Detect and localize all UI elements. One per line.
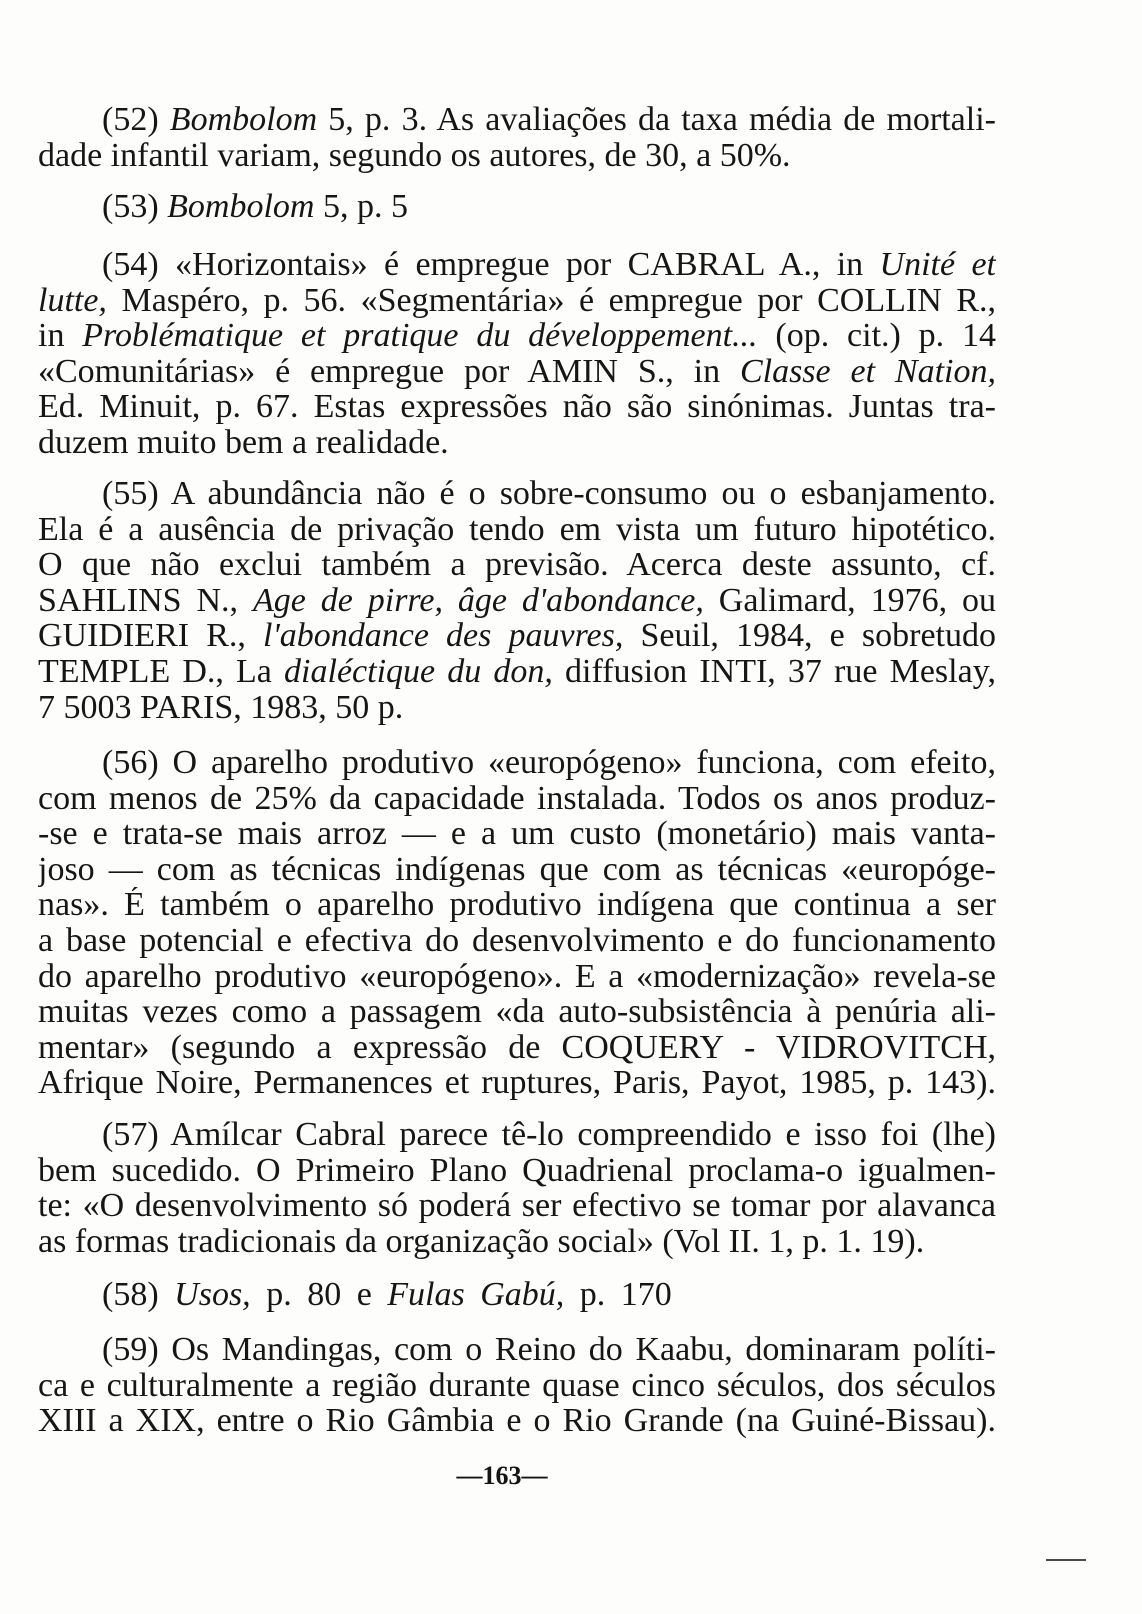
text-run: -se e trata-se mais arroz — e a um custo (monetário) mais vanta- xyxy=(38,816,996,852)
text-run: Ed. Minuit, p. 67. Estas expressões não são sinónimas. Juntas tra- xyxy=(38,389,996,425)
text-run: 7 5003 PARIS, 1983, 50 p. xyxy=(38,689,404,726)
text-run: as formas tradicionais da organização social» (Vol II. 1, p. 1. 19). xyxy=(38,1223,925,1260)
text-run: muitas vezes como a passagem «da auto-subsistência à penúria ali- xyxy=(38,994,996,1030)
note-52-line-1 xyxy=(38,102,996,138)
note-56-line-8 xyxy=(38,994,996,1030)
text-run: p. 80 e xyxy=(250,1277,388,1313)
text-run: (op. cit.) p. 14 xyxy=(757,318,996,354)
footnote-59 xyxy=(38,1332,996,1439)
italic-citation: Usos, xyxy=(174,1277,251,1313)
note-57-line-4 xyxy=(38,1224,996,1260)
italic-citation: Bombolom xyxy=(167,189,315,225)
note-59-line-3 xyxy=(38,1403,996,1439)
note-54-line-6 xyxy=(38,425,996,461)
text-run: 5, p. 5 xyxy=(314,189,408,225)
note-56-line-4 xyxy=(38,852,996,888)
text-run: 5, p. 3. As avaliações da taxa média de mortali- xyxy=(317,102,996,138)
note-55-line-5 xyxy=(38,618,996,654)
text-run: (54) «Horizontais» é empregue por CABRAL A., in xyxy=(102,247,880,283)
note-56-line-6 xyxy=(38,923,996,959)
italic-citation: dialéctique du don, xyxy=(284,653,553,690)
footnote-53 xyxy=(38,189,996,225)
text-run: dade infantil variam, segundo os autores, de 30, a 50%. xyxy=(38,137,791,174)
text-run: SAHLINS N., xyxy=(38,582,253,619)
scan-mark xyxy=(1046,1559,1086,1561)
note-55-line-6 xyxy=(38,654,996,690)
note-59-line-1 xyxy=(38,1332,996,1368)
text-run: GUIDIERI R., xyxy=(38,618,264,654)
note-56-line-1 xyxy=(38,745,996,781)
text-run: «Comunitárias» é empregue por AMIN S., in xyxy=(38,353,740,390)
note-53-line-1 xyxy=(38,189,996,225)
text-run: O que não exclui também a previsão. Acerca deste assunto, cf. xyxy=(38,547,996,583)
footnote-58 xyxy=(38,1277,996,1313)
note-58-line-1 xyxy=(38,1277,996,1313)
text-run: duzem muito bem a realidade. xyxy=(38,424,449,461)
note-54-line-1 xyxy=(38,247,996,283)
text-run: (59) Os Mandingas, com o Reino do Kaabu, dominaram políti- xyxy=(102,1332,996,1368)
note-56-line-10 xyxy=(38,1065,996,1101)
note-59-line-2 xyxy=(38,1368,996,1404)
note-56-line-5 xyxy=(38,887,996,923)
italic-citation: l'abondance des pauvres, xyxy=(263,618,624,654)
text-run: joso — com as técnicas indígenas que com as técnicas «europóge- xyxy=(38,851,996,888)
italic-citation: Fulas Gabú, xyxy=(387,1277,565,1313)
note-56-line-7 xyxy=(38,959,996,995)
page-number: —163— xyxy=(456,1461,548,1490)
note-56-line-2 xyxy=(38,781,996,817)
note-54-line-5 xyxy=(38,389,996,425)
text-run: (53) xyxy=(102,189,168,225)
italic-citation: Classe et Nation, xyxy=(739,353,996,390)
text-run: (57) Amílcar Cabral parece tê-lo compreendido e isso foi (lhe) xyxy=(102,1117,996,1153)
footnote-57 xyxy=(38,1117,996,1259)
text-run: ca e culturalmente a região durante quase cinco séculos, dos séculos xyxy=(38,1367,996,1404)
footnote-56 xyxy=(38,745,996,1101)
footnote-54 xyxy=(38,247,996,461)
text-run: Galimard, 1976, ou xyxy=(703,582,996,619)
italic-citation: Bombolom xyxy=(169,102,318,138)
text-run: diffusion INTI, 37 rue Meslay, xyxy=(552,653,996,690)
text-run: do aparelho produtivo «europógeno». E a «modernização» revela-se xyxy=(38,958,996,995)
text-run: (52) xyxy=(102,102,170,138)
note-55-line-1 xyxy=(38,476,996,512)
text-run: Maspéro, p. 56. «Segmentária» é empregue por COLLIN R., xyxy=(106,282,996,319)
text-run: a base potencial e efectiva do desenvolvimento e do funcionamento xyxy=(38,922,996,959)
note-57-line-1 xyxy=(38,1117,996,1153)
text-run: (58) xyxy=(102,1277,175,1313)
text-run: Ela é a ausência de privação tendo em vista um futuro hipotético. xyxy=(38,511,996,548)
note-55-line-7 xyxy=(38,690,996,726)
note-56-line-9 xyxy=(38,1030,996,1066)
text-run: Seuil, 1984, e sobretudo xyxy=(623,618,996,654)
text-run: in xyxy=(38,318,83,354)
text-run: bem sucedido. O Primeiro Plano Quadrienal proclama-o igualmen- xyxy=(38,1152,996,1189)
text-run: TEMPLE D., La xyxy=(38,653,285,690)
note-54-line-2 xyxy=(38,283,996,319)
text-run: XIII a XIX, entre o Rio Gâmbia e o Rio Grande (na Guiné-Bissau). xyxy=(38,1403,996,1439)
text-run: (56) O aparelho produtivo «europógeno» funciona, com efeito, xyxy=(102,745,996,781)
text-run: Afrique Noire, Permanences et ruptures, Paris, Payot, 1985, p. 143). xyxy=(38,1065,996,1101)
footnote-55 xyxy=(38,476,996,725)
italic-citation: Unité et xyxy=(879,247,996,283)
text-run: com menos de 25% da capacidade instalada. Todos os anos produz- xyxy=(38,780,996,817)
text-run: mentar» (segundo a expressão de COQUERY - VIDROVITCH, xyxy=(38,1029,996,1066)
note-54-line-3 xyxy=(38,318,996,354)
italic-citation: Age de pirre, âge d'abondance, xyxy=(252,582,704,619)
italic-citation: lutte, xyxy=(38,282,107,319)
footnote-52 xyxy=(38,102,996,173)
note-57-line-2 xyxy=(38,1153,996,1189)
note-54-line-4 xyxy=(38,354,996,390)
note-52-line-2 xyxy=(38,138,996,174)
note-57-line-3 xyxy=(38,1188,996,1224)
text-run: p. 170 xyxy=(564,1277,672,1313)
note-55-line-4 xyxy=(38,583,996,619)
italic-citation: Problématique et pratique du développement... xyxy=(82,318,758,354)
text-run: (55) A abundância não é o sobre-consumo ou o esbanjamento. xyxy=(102,476,996,512)
note-55-line-3 xyxy=(38,547,996,583)
text-run: te: «O desenvolvimento só poderá ser efectivo se tomar por alavanca xyxy=(38,1188,996,1224)
text-run: nas». É também o aparelho produtivo indígena que continua a ser xyxy=(38,887,996,923)
note-55-line-2 xyxy=(38,512,996,548)
note-56-line-3 xyxy=(38,816,996,852)
